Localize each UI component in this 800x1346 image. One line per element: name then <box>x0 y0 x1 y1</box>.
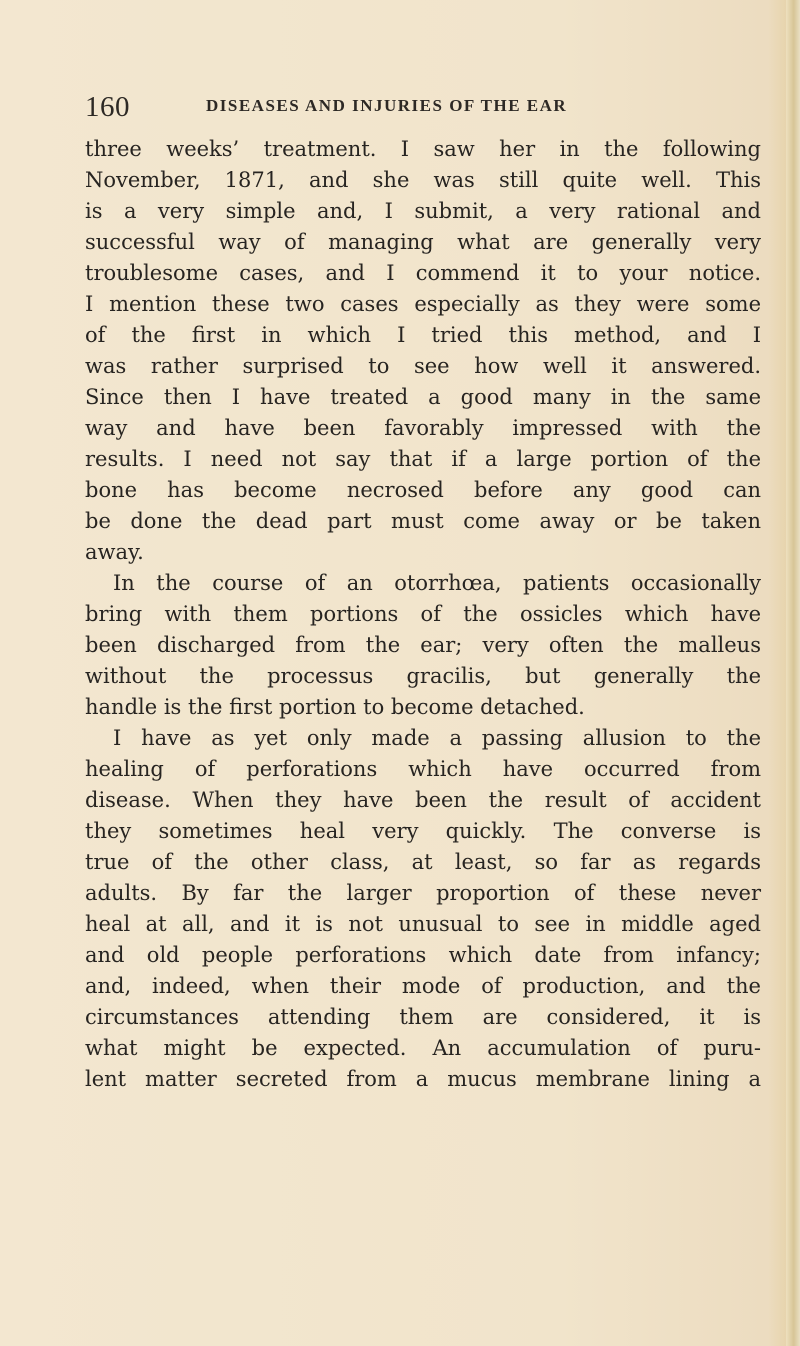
text-line: November, 1871, and she was still quite well. This <box>85 168 761 192</box>
text-line: of the first in which I tried this method, and I <box>85 323 761 347</box>
text-line: bone has become necrosed before any good can <box>85 478 761 502</box>
text-line: adults. By far the larger proportion of these never <box>85 881 761 905</box>
page-header <box>85 92 775 122</box>
text-line: they sometimes heal very quickly. The converse is <box>85 819 761 843</box>
text-line: is a very simple and, I submit, a very rational and <box>85 199 761 223</box>
text-line: Since then I have treated a good many in the same <box>85 385 761 409</box>
text-line: without the processus gracilis, but generally the <box>85 664 761 688</box>
text-line: three weeks’ treatment. I saw her in the following <box>85 137 761 161</box>
text-line: healing of perforations which have occurred from <box>85 757 761 781</box>
body-text <box>85 134 761 1095</box>
paragraph-end-line: away. <box>85 540 144 564</box>
text-line: successful way of managing what are generally very <box>85 230 761 254</box>
page-number: 160 <box>85 91 130 123</box>
text-line: been discharged from the ear; very often the malleus <box>85 633 761 657</box>
text-line: what might be expected. An accumulation of puru- <box>85 1036 761 1060</box>
paragraph-start-line: I have as yet only made a passing allusion to the <box>113 726 761 750</box>
page-edge <box>786 0 800 1346</box>
text-line: and, indeed, when their mode of production, and the <box>85 974 761 998</box>
text-line: heal at all, and it is not unusual to see in middle aged <box>85 912 761 936</box>
text-line: results. I need not say that if a large portion of the <box>85 447 761 471</box>
text-line: bring with them portions of the ossicles which have <box>85 602 761 626</box>
text-line: way and have been favorably impressed with the <box>85 416 761 440</box>
text-line: circumstances attending them are considered, it is <box>85 1005 761 1029</box>
running-head: DISEASES AND INJURIES OF THE EAR <box>206 96 568 115</box>
text-line: was rather surprised to see how well it answered. <box>85 354 761 378</box>
text-line: true of the other class, at least, so far as regards <box>85 850 761 874</box>
text-line: lent matter secreted from a mucus membrane lining a <box>85 1067 761 1091</box>
text-line: be done the dead part must come away or be taken <box>85 509 761 533</box>
paragraph-start-line: In the course of an otorrhœa, patients occasionally <box>113 571 761 595</box>
text-line: troublesome cases, and I commend it to your notice. <box>85 261 761 285</box>
text-line: and old people perforations which date from infancy; <box>85 943 761 967</box>
paragraph-end-line: handle is the first portion to become detached. <box>85 695 585 719</box>
text-line: I mention these two cases especially as they were some <box>85 292 761 316</box>
text-line: disease. When they have been the result of accident <box>85 788 761 812</box>
